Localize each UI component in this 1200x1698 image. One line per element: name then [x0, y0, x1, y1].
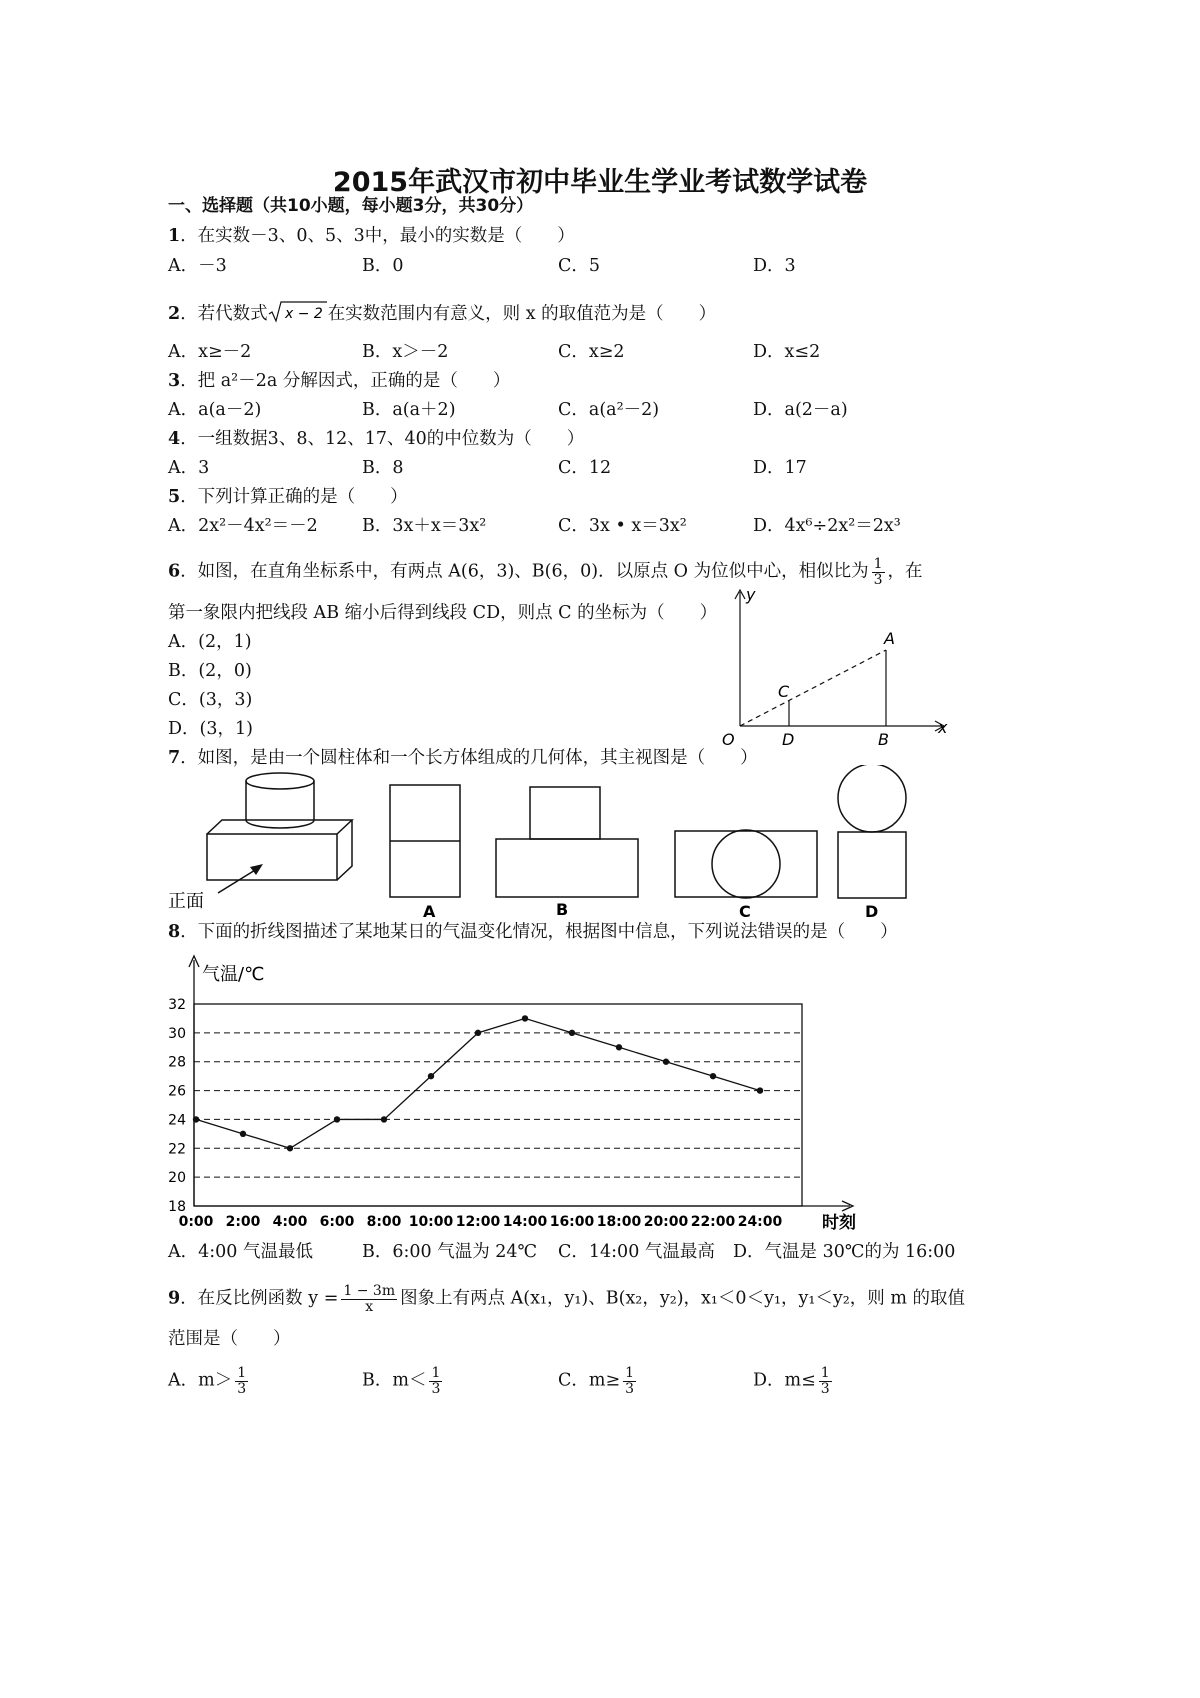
- y-tick-label: 32: [168, 997, 186, 1013]
- option-d-label: D: [865, 902, 879, 921]
- fraction: [341, 1284, 397, 1314]
- question-number: 8: [168, 922, 181, 942]
- q4-option-c: C．12: [558, 458, 612, 478]
- question-stem: ．一组数据3、8、12、17、40的中位数为（ ）: [180, 429, 585, 449]
- data-point: [569, 1030, 575, 1036]
- question-9-line2: 范围是（ ）: [168, 1329, 291, 1349]
- option-a-figure: [390, 785, 460, 897]
- q5-option-b: B．3x＋x＝3x²: [362, 516, 487, 536]
- q1-option-b: B．0: [362, 256, 404, 276]
- data-point: [522, 1015, 528, 1021]
- fraction-denominator: 3: [873, 571, 883, 588]
- section-heading: 一、选择题（共10小题，每小题3分，共30分）: [168, 196, 534, 216]
- fraction: [235, 1366, 248, 1396]
- option-b-bottom-rect: [496, 839, 638, 897]
- data-point: [287, 1145, 293, 1151]
- box-front-face: [207, 834, 337, 880]
- option-prefix: D．m≤: [753, 1370, 816, 1391]
- data-point: [381, 1116, 387, 1122]
- q3-option-a: A．a(a－2): [168, 400, 262, 420]
- sqrt-expression: [268, 300, 328, 329]
- data-point: [334, 1116, 340, 1122]
- question-stem-end: ，在: [887, 561, 923, 582]
- solid-figure: [207, 773, 352, 893]
- fraction-numerator: 1: [431, 1365, 441, 1381]
- option-c-figure: [675, 830, 817, 898]
- q6-coordinate-figure: [710, 580, 955, 755]
- box-side-face: [337, 820, 352, 880]
- option-c-label: C: [739, 902, 751, 921]
- x-tick-label: 20:00: [643, 1214, 689, 1230]
- option-a-label: A: [423, 902, 436, 921]
- q4-option-b: B．8: [362, 458, 404, 478]
- question-number: 1: [168, 226, 181, 246]
- plot-frame: [194, 1004, 802, 1206]
- q9-option-d: [753, 1366, 835, 1396]
- q2-option-b: B．x＞－2: [362, 342, 449, 362]
- radicand: x − 2: [284, 306, 323, 322]
- fraction-numerator: 1: [873, 556, 883, 572]
- x-tick-label: 2:00: [225, 1214, 261, 1230]
- question-8: [168, 924, 898, 942]
- option-d-rect: [838, 832, 906, 898]
- q8-option-a: A．4:00 气温最低: [168, 1242, 313, 1262]
- cylinder-bottom: [246, 820, 314, 828]
- option-b-label: B: [556, 900, 569, 919]
- radical-sign-icon: [268, 300, 328, 324]
- q5-option-d: D．4x⁶÷2x²＝2x³: [753, 516, 901, 536]
- question-number: 2: [168, 303, 181, 324]
- question-number: 5: [168, 487, 181, 507]
- fraction-denominator: 3: [431, 1380, 441, 1397]
- fraction-denominator: 3: [820, 1380, 830, 1397]
- fraction: [819, 1366, 832, 1396]
- gridlines: [194, 1033, 802, 1177]
- data-point: [710, 1073, 716, 1079]
- y-tick-label: 22: [168, 1141, 186, 1158]
- x-tick-label: 18:00: [596, 1214, 642, 1230]
- y-tick-label: 30: [168, 1025, 186, 1042]
- data-point: [193, 1116, 199, 1122]
- question-stem: ．在实数－3、0、5、3中，最小的实数是（ ）: [180, 226, 575, 246]
- option-c-circle: [712, 830, 780, 898]
- cylinder-top: [246, 773, 314, 789]
- option-d-figure: [838, 765, 906, 898]
- q4-option-a: A．3: [168, 458, 210, 478]
- q3-option-b: B．a(a＋2): [362, 400, 456, 420]
- question-number: 9: [168, 1288, 181, 1309]
- temperature-line-chart: [160, 950, 900, 1240]
- q6-option-b: B．(2，0): [168, 661, 252, 681]
- question-2: [168, 300, 716, 329]
- data-points: [193, 1015, 763, 1151]
- axis-label-x: x: [938, 718, 948, 737]
- x-tick-label: 8:00: [366, 1214, 402, 1230]
- q1-option-c: C．5: [558, 256, 601, 276]
- option-prefix: B．m＜: [362, 1370, 427, 1391]
- fraction-denominator: 3: [625, 1380, 635, 1397]
- question-number: 3: [168, 371, 181, 391]
- point-label-A: A: [884, 629, 895, 648]
- question-3: [168, 373, 510, 391]
- question-stem: ．下面的折线图描述了某地某日的气温变化情况，根据图中信息，下列说法错误的是（ ）: [180, 922, 898, 942]
- point-label-B: B: [878, 730, 889, 749]
- fraction-denominator: 3: [237, 1380, 247, 1397]
- question-5: [168, 489, 408, 507]
- q9-option-b: [362, 1366, 445, 1396]
- y-axis-label: 气温/℃: [202, 964, 265, 985]
- q3-option-c: C．a(a²－2): [558, 400, 660, 420]
- option-d-circle: [838, 765, 906, 832]
- question-stem: ．如图，在直角坐标系中，有两点 A(6，3)、B(6，0)．以原点 O 为位似中心，相似比为: [180, 561, 869, 582]
- q5-option-c: C．3x • x＝3x²: [558, 516, 687, 536]
- page-title: 2015年武汉市初中毕业生学业考试数学试卷: [332, 167, 868, 198]
- x-tick-label: 24:00: [737, 1214, 783, 1230]
- fraction: [429, 1366, 442, 1396]
- question-6-line2: 第一象限内把线段 AB 缩小后得到线段 CD，则点 C 的坐标为（ ）: [168, 603, 718, 623]
- question-number: 4: [168, 429, 181, 449]
- temperature-series-line: [196, 1018, 760, 1148]
- question-stem: ．下列计算正确的是（ ）: [180, 487, 408, 507]
- segment-OA-dashed: [740, 650, 886, 726]
- data-point: [757, 1087, 763, 1093]
- option-b-top-rect: [530, 787, 600, 839]
- box-top-face: [207, 820, 352, 834]
- x-tick-label: 4:00: [272, 1214, 308, 1230]
- option-b-figure: [496, 787, 638, 897]
- y-tick-label: 28: [168, 1054, 186, 1071]
- q2-option-c: C．x≥2: [558, 342, 625, 362]
- q6-option-c: C．(3，3): [168, 690, 253, 710]
- q8-option-c: C．14:00 气温最高: [558, 1242, 715, 1262]
- question-number: 6: [168, 561, 181, 582]
- front-label: 正面: [168, 891, 204, 912]
- q2-option-a: A．x≥－2: [168, 342, 252, 362]
- arrow-icon: [250, 864, 263, 875]
- axis-label-y: y: [746, 585, 756, 604]
- point-label-C: C: [778, 682, 790, 701]
- data-point: [428, 1073, 434, 1079]
- fraction-numerator: 1: [820, 1365, 830, 1381]
- y-tick-label: 18: [168, 1199, 186, 1215]
- fraction-denominator: x: [365, 1298, 374, 1315]
- x-tick-labels: [179, 1214, 783, 1230]
- fraction-numerator: 1: [625, 1365, 635, 1381]
- fraction: [623, 1366, 636, 1396]
- data-point: [475, 1030, 481, 1036]
- q1-option-a: A．－3: [168, 256, 227, 276]
- q9-option-a: [168, 1366, 251, 1396]
- q1-option-d: D．3: [753, 256, 796, 276]
- x-tick-label: 0:00: [178, 1214, 214, 1230]
- q2-option-d: D．x≤2: [753, 342, 821, 362]
- x-axis-label: 时刻: [822, 1213, 856, 1233]
- question-9: [168, 1284, 965, 1314]
- q7-geometry-figures: [160, 765, 920, 923]
- y-tick-labels: [168, 997, 186, 1215]
- q6-option-d: D．(3，1): [168, 719, 253, 739]
- y-tick-label: 24: [168, 1112, 186, 1129]
- question-stem: ．在反比例函数 y =: [180, 1288, 339, 1309]
- x-tick-label: 22:00: [690, 1214, 736, 1230]
- q8-option-b: B．6:00 气温为 24℃: [362, 1242, 538, 1262]
- question-stem-cont: 图象上有两点 A(x₁，y₁)、B(x₂，y₂)，x₁＜0＜y₁，y₁＜y₂，则 m 的取值: [400, 1288, 965, 1309]
- q9-option-c: [558, 1366, 639, 1396]
- point-label-O: O: [722, 730, 735, 749]
- question-stem-cont: 在实数范围内有意义，则 x 的取值范为是（ ）: [327, 303, 717, 324]
- point-label-D: D: [782, 730, 795, 749]
- q4-option-d: D．17: [753, 458, 807, 478]
- fraction-numerator: 1 − 3m: [343, 1283, 396, 1299]
- question-stem: ．把 a²－2a 分解因式，正确的是（ ）: [180, 371, 511, 391]
- data-point: [663, 1059, 669, 1065]
- q6-option-a: A．(2，1): [168, 632, 252, 652]
- y-tick-label: 20: [168, 1170, 186, 1187]
- question-stem: ．如图，是由一个圆柱体和一个长方体组成的几何体，其主视图是（ ）: [180, 748, 758, 768]
- x-tick-label: 10:00: [408, 1214, 454, 1230]
- question-1: [168, 228, 575, 246]
- option-prefix: A．m＞: [168, 1370, 233, 1391]
- x-tick-label: 14:00: [502, 1214, 548, 1230]
- question-stem: ．若代数式: [180, 303, 268, 324]
- q8-option-d: D．气温是 30℃的为 16:00: [733, 1242, 956, 1262]
- option-c-rect: [675, 831, 817, 897]
- data-point: [616, 1044, 622, 1050]
- y-tick-label: 26: [168, 1083, 186, 1100]
- data-point: [240, 1131, 246, 1137]
- question-number: 7: [168, 748, 181, 768]
- fraction-numerator: 1: [237, 1365, 247, 1381]
- x-tick-label: 6:00: [319, 1214, 355, 1230]
- q5-option-a: A．2x²－4x²＝－2: [168, 516, 318, 536]
- option-prefix: C．m≥: [558, 1370, 621, 1391]
- q3-option-d: D．a(2－a): [753, 400, 848, 420]
- x-tick-label: 12:00: [455, 1214, 501, 1230]
- x-tick-label: 16:00: [549, 1214, 595, 1230]
- question-4: [168, 431, 584, 449]
